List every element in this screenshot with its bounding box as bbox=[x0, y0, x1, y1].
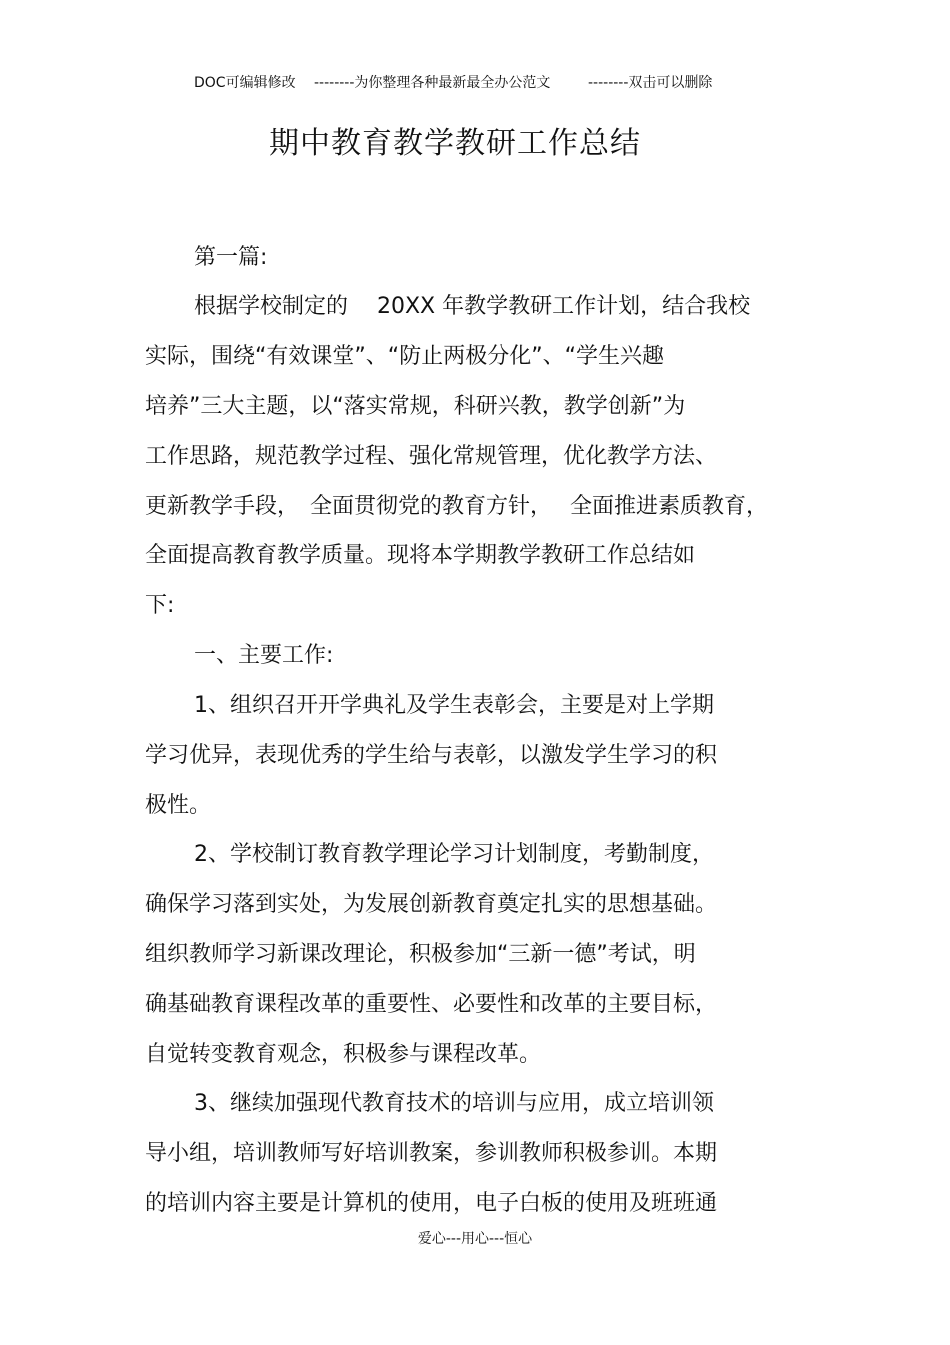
body-line: 工作思路，规范教学过程、强化常规管理，优化教学方法、 bbox=[145, 444, 718, 469]
body-line: 1、组织召开开学典礼及学生表彰会，主要是对上学期 bbox=[194, 693, 714, 718]
body-line: 确保学习落到实处，为发展创新教育奠定扎实的思想基础。 bbox=[145, 892, 718, 917]
header-right-text: --------双击可以删除 bbox=[588, 75, 713, 91]
body-line: 根据学校制定的 20XX 年教学教研工作计划，结合我校 bbox=[194, 294, 751, 319]
body-line: 第一篇: bbox=[194, 245, 268, 270]
body-line: 实际，围绕“有效课堂”、“防止两极分化”、“学生兴趣 bbox=[145, 344, 664, 369]
header-left-text: DOC可编辑修改 bbox=[194, 75, 296, 91]
page-footer: 爱心---用心---恒心 bbox=[417, 1231, 533, 1247]
body-line: 更新教学手段， 全面贯彻党的教育方针， 全面推进素质教育， bbox=[145, 494, 768, 519]
body-line: 培养”三大主题，以“落实常规，科研兴教，教学创新”为 bbox=[145, 394, 686, 419]
header-middle-text: --------为你整理各种最新最全办公范文 bbox=[314, 75, 551, 91]
document-title: 期中教育教学教研工作总结 bbox=[269, 126, 641, 161]
body-line: 3、继续加强现代教育技术的培训与应用，成立培训领 bbox=[194, 1091, 714, 1116]
page-header bbox=[0, 72, 950, 94]
body-line: 2、学校制订教育教学理论学习计划制度，考勤制度， bbox=[194, 842, 714, 867]
body-line: 自觉转变教育观念，积极参与课程改革。 bbox=[145, 1042, 542, 1067]
body-line: 极性。 bbox=[145, 793, 212, 818]
body-line: 下: bbox=[145, 593, 175, 618]
body-line: 全面提高教育教学质量。现将本学期教学教研工作总结如 bbox=[145, 543, 696, 568]
body-line: 学习优异，表现优秀的学生给与表彰，以激发学生学习的积 bbox=[145, 743, 718, 768]
body-line: 组织教师学习新课改理论，积极参加“三新一德”考试，明 bbox=[145, 942, 696, 967]
section-heading: 一、主要工作: bbox=[194, 643, 334, 668]
body-line: 确基础教育课程改革的重要性、必要性和改革的主要目标， bbox=[145, 992, 718, 1017]
body-line: 的培训内容主要是计算机的使用，电子白板的使用及班班通 bbox=[145, 1191, 718, 1216]
body-line: 导小组，培训教师写好培训教案，参训教师积极参训。本期 bbox=[145, 1141, 718, 1166]
